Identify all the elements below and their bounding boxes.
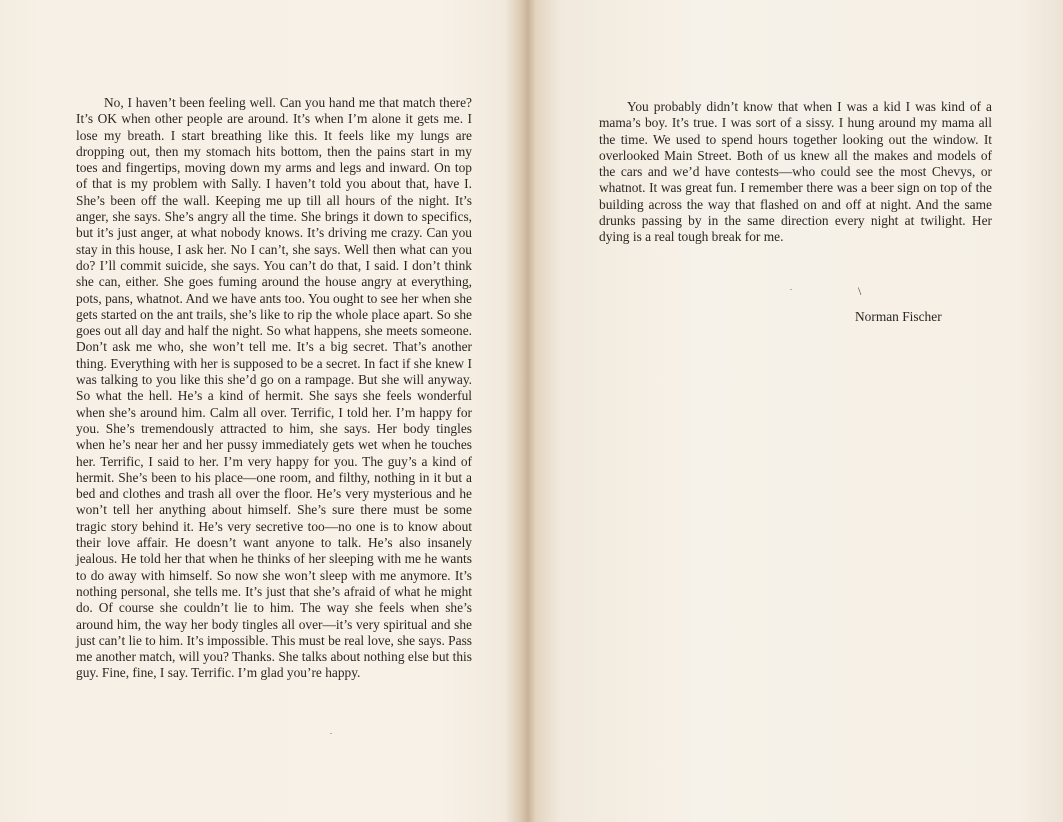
- author-name: Norman Fischer: [855, 309, 942, 324]
- paper-speck: [790, 289, 792, 290]
- paper-speck: [330, 733, 332, 734]
- right-page-text: [599, 99, 992, 246]
- pencil-mark: \: [858, 284, 862, 298]
- right-page-paragraph: You probably didn’t know that when I was a kid I was kind of a mama’s boy. It’s true. I was sort of a sissy. I hung around my mama all the time. We used to spend hours together looking out the window. It overlooked Main Street. Both of us knew all the makes and models of the cars and we’d have contests—who could see the most Chevys, or whatnot. It was great fun. I remember there was a beer sign on top of the building across the way that flashed on and off at night. And the same drunks passing by in the same direction every night at twilight. Her dying is a real tough break for me.: [599, 99, 992, 245]
- left-page-text: [76, 95, 472, 682]
- left-page-paragraph: No, I haven’t been feeling well. Can you hand me that match there? It’s OK when other people are around. It’s when I’m alone it gets me. I lose my breath. I start breathing like this. It feels like my lungs are dropping out, then my stomach hits bottom, then the pains start in my toes and fingertips, moving down my arms and legs and inward. On top of that is my problem with Sally. I haven’t told you about that, have I. She’s been off the wall. Keeping me up till all hours of the night. It’s anger, she says. She’s angry all the time. She brings it down to specifics, but it’s just anger, at what nobody knows. It’s driving me crazy. Can you stay in this house, I ask her. No I can’t, she says. Well then what can you do? I’ll commit suicide, she says. You can’t do that, I said. I don’t think she can, either. She goes fuming around the house angry at everything, pots, pans, whatnot. And we have ants too. You ought to see her when she gets started on the ant trails, she’s like to rip the whole place apart. So she goes out all day and half the night. So what happens, she meets someone. Don’t ask me who, she won’t tell me. It’s a big secret. That’s another thing. Everything with her is supposed to be a secret. In fact if she knew I was talking to you like this she’d go on a rampage. But she will anyway. So what the hell. He’s a kind of hermit. She says she feels wonderful when she’s around him. Calm all over. Terrific, I told her. I’m happy for you. She’s tremendously attracted to him, she says. Her body tingles when he’s near her and her pussy immediately gets wet when he touches her. Terrific, I said to her. I’m very happy for you. The guy’s a kind of hermit. She’s been to his place—one room, and filthy, nothing in it but a bed and clothes and trash all over the floor. He’s very mysterious and he won’t tell her anything about himself. She’s sure there must be some tragic story behind it. He’s very secretive too—no one is to know about their love affair. He doesn’t want anyone to talk. He’s also insanely jealous. He told her that when he thinks of her sleeping with me he wants to do away with himself. So now she won’t sleep with me anymore. It’s nothing personal, she tells me. It’s just that she’s afraid of what he might do. Of course she couldn’t lie to him. The way she feels when she’s around him, the way her body tingles all over—it’s very spiritual and she just can’t lie to him. It’s impossible. This must be real love, she says. Pass me another match, will you? Thanks. She talks about nothing else but this guy. Fine, fine, I say. Terrific. I’m glad you’re happy.: [76, 95, 472, 681]
